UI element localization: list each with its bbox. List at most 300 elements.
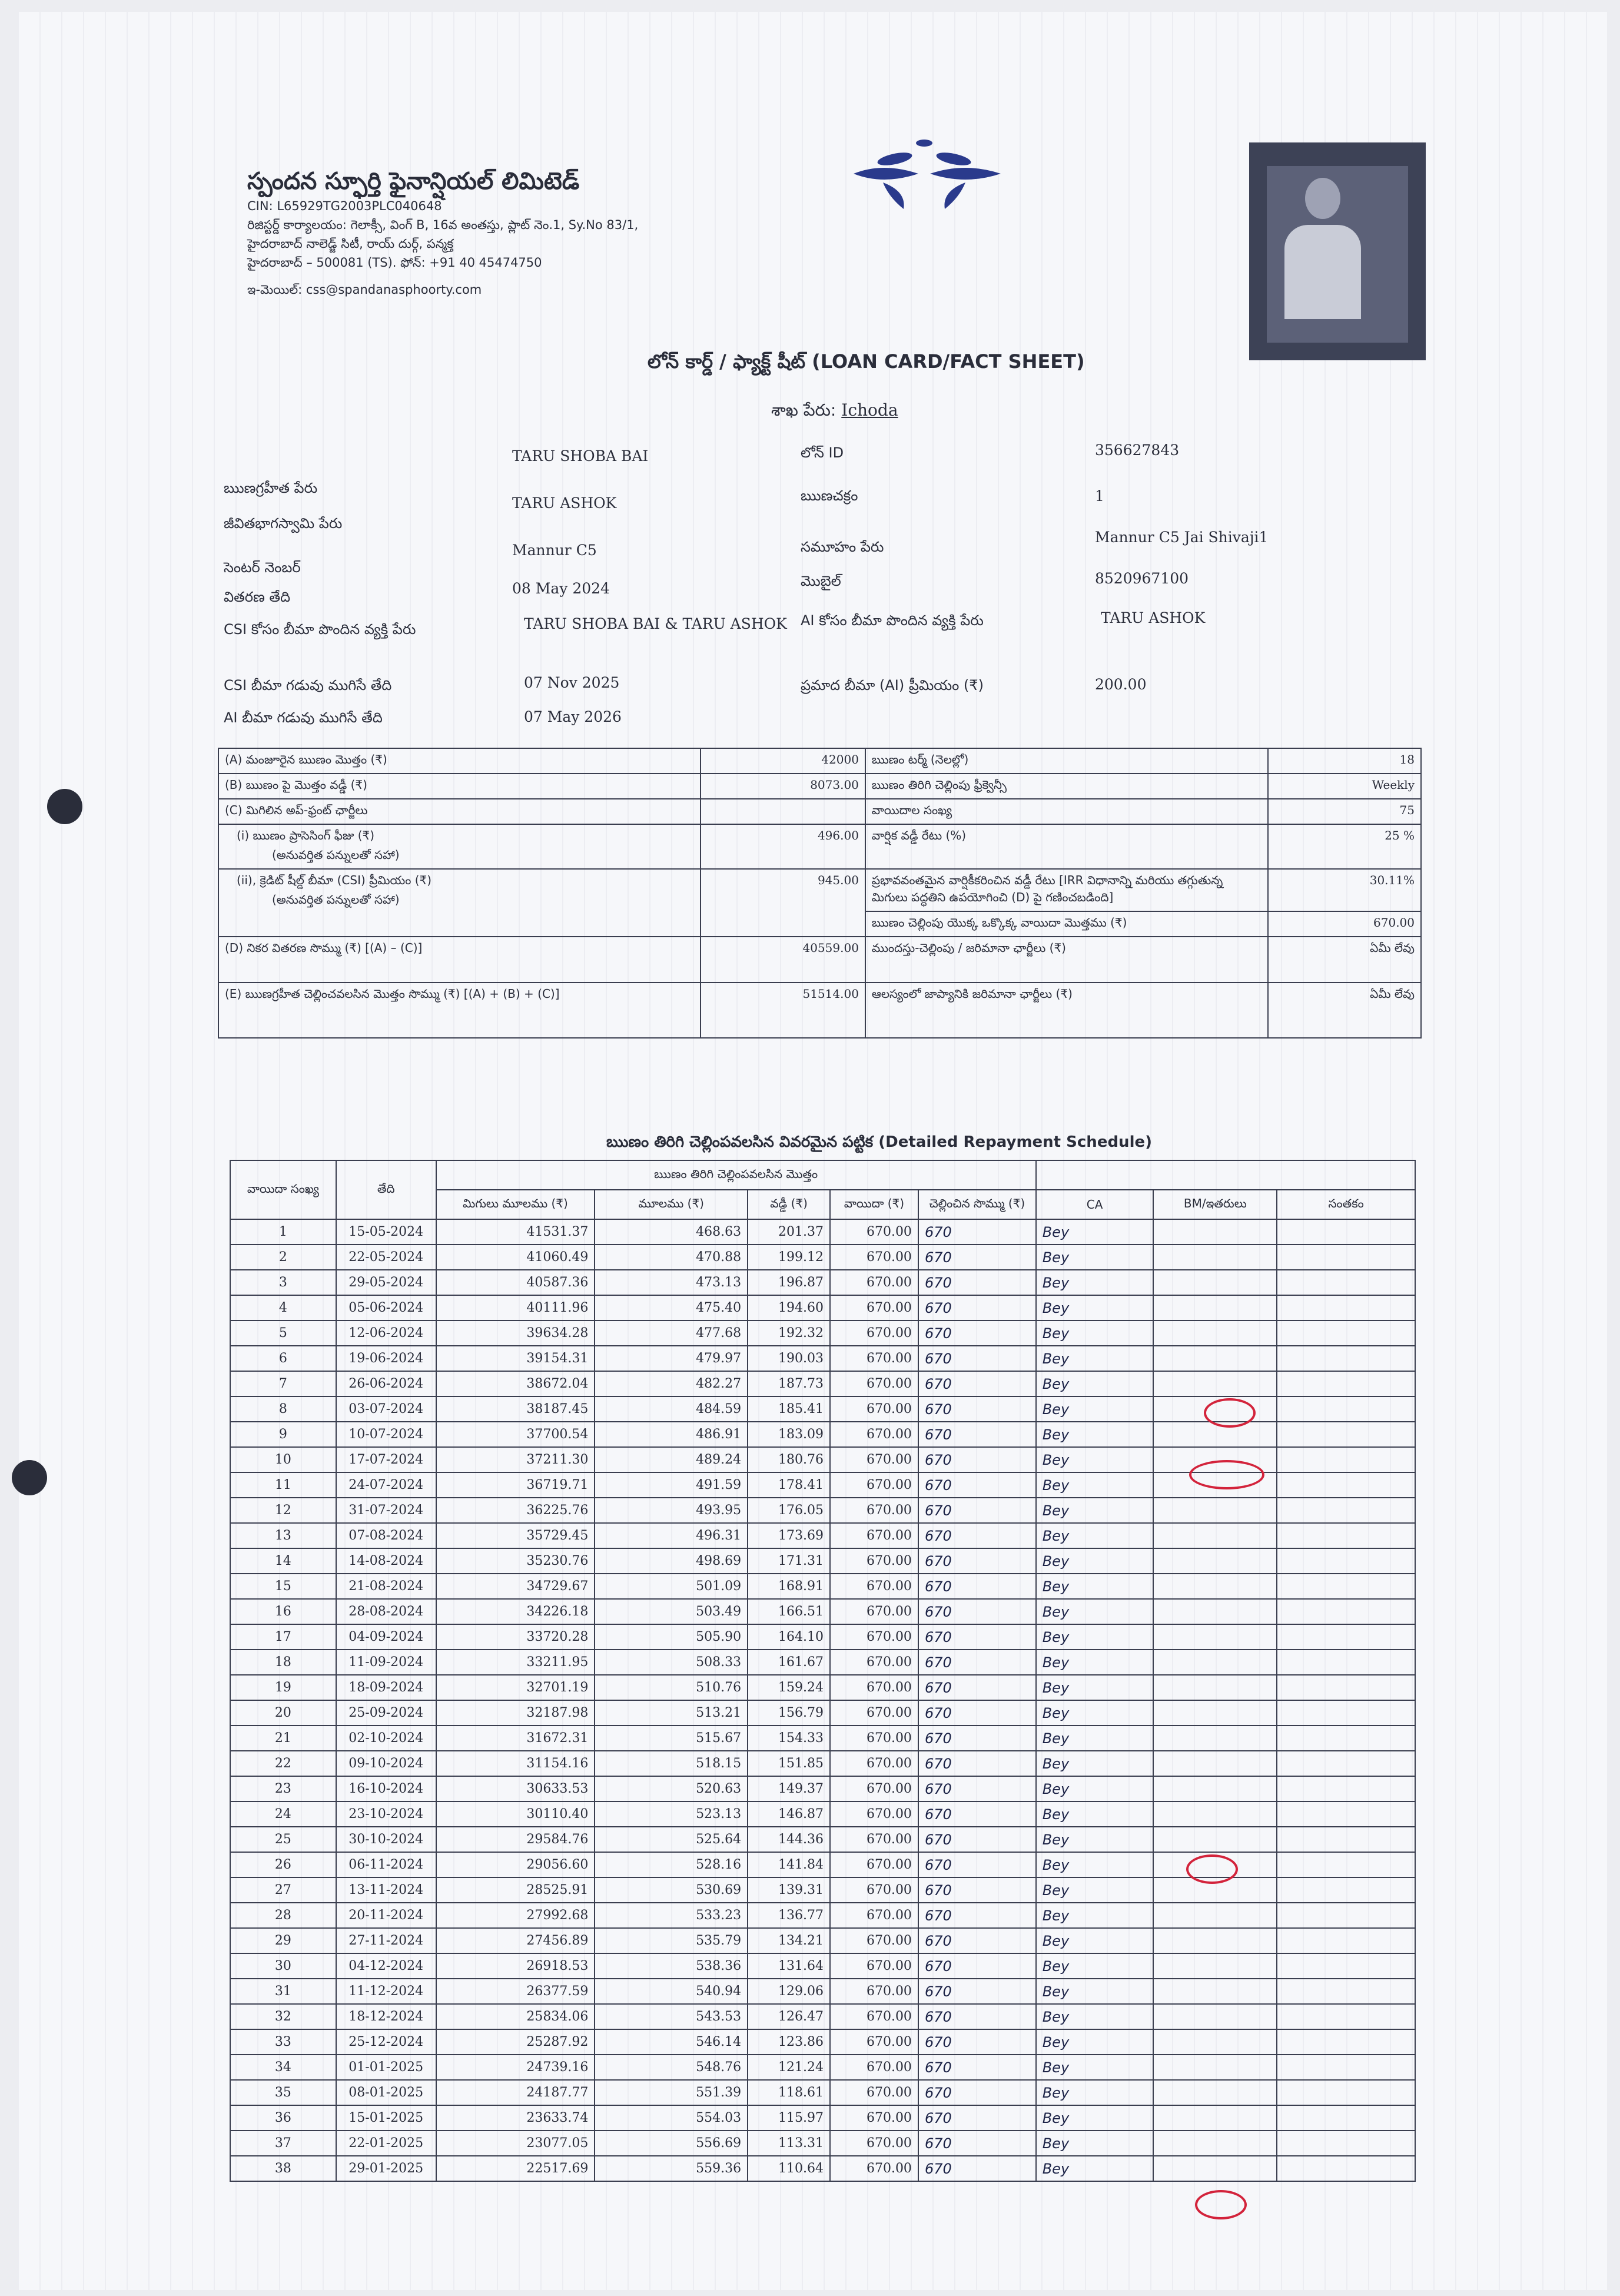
csi-expiry: 07 Nov 2025 xyxy=(524,674,620,691)
principal-cell: 501.09 xyxy=(595,1574,748,1599)
principal-cell: 508.33 xyxy=(595,1650,748,1675)
inst-no-cell: 16 xyxy=(230,1599,336,1624)
summary-label: వార్షిక వడ్డీ రేటు (%) xyxy=(865,824,1268,869)
csi-insured-name: TARU SHOBA BAI & TARU ASHOK xyxy=(524,615,787,632)
date-cell: 18-12-2024 xyxy=(336,2004,436,2029)
remarks-cell xyxy=(1277,1827,1415,1852)
interest-cell: 196.87 xyxy=(748,1270,830,1295)
table-row xyxy=(230,2131,1415,2156)
center-number: Mannur C5 xyxy=(512,542,597,559)
emi-cell: 670.00 xyxy=(830,2105,918,2131)
table-row xyxy=(230,1953,1415,1979)
principal-cell: 470.88 xyxy=(595,1245,748,1270)
field-label: AI కోసం బీమా పొందిన వ్యక్తి పేరు xyxy=(801,612,984,629)
interest-cell: 166.51 xyxy=(748,1599,830,1624)
table-row xyxy=(230,2004,1415,2029)
emi-cell: 670.00 xyxy=(830,1245,918,1270)
ca-sign-cell: Bey xyxy=(1036,1776,1154,1801)
outstanding-cell: 30633.53 xyxy=(436,1776,595,1801)
date-cell: 20-11-2024 xyxy=(336,1903,436,1928)
ca-sign-cell: Bey xyxy=(1036,1295,1154,1320)
bm-cell xyxy=(1153,1903,1277,1928)
red-ink-circle xyxy=(1189,1460,1264,1489)
table-row xyxy=(230,1219,1415,1245)
inst-no-cell: 28 xyxy=(230,1903,336,1928)
outstanding-cell: 26377.59 xyxy=(436,1979,595,2004)
bm-cell xyxy=(1153,2004,1277,2029)
principal-cell: 523.13 xyxy=(595,1801,748,1827)
remarks-cell xyxy=(1277,1726,1415,1751)
bm-cell xyxy=(1153,2080,1277,2105)
outstanding-cell: 39634.28 xyxy=(436,1320,595,1346)
inst-no-cell: 12 xyxy=(230,1498,336,1523)
remarks-cell xyxy=(1277,2004,1415,2029)
summary-label: ఆలస్యంలో జాప్యానికి జరిమానా ఛార్జీలు (₹) xyxy=(865,983,1268,1038)
table-row xyxy=(230,1371,1415,1396)
table-row xyxy=(230,2055,1415,2080)
outstanding-cell: 24187.77 xyxy=(436,2080,595,2105)
interest-cell: 156.79 xyxy=(748,1700,830,1726)
company-cin: CIN: L65929TG2003PLC040648 xyxy=(247,199,442,213)
remarks-cell xyxy=(1277,1270,1415,1295)
remarks-cell xyxy=(1277,1624,1415,1650)
principal-cell: 538.36 xyxy=(595,1953,748,1979)
emi-cell: 670.00 xyxy=(830,1979,918,2004)
interest-cell: 183.09 xyxy=(748,1422,830,1447)
remarks-cell xyxy=(1277,2131,1415,2156)
remarks-cell xyxy=(1277,1346,1415,1371)
remarks-cell xyxy=(1277,1498,1415,1523)
installment-count: 75 xyxy=(1268,799,1421,824)
interest-cell: 190.03 xyxy=(748,1346,830,1371)
interest-cell: 201.37 xyxy=(748,1219,830,1245)
interest-cell: 151.85 xyxy=(748,1751,830,1776)
outstanding-cell: 31672.31 xyxy=(436,1726,595,1751)
principal-cell: 491.59 xyxy=(595,1472,748,1498)
table-row xyxy=(230,1751,1415,1776)
col-header: మిగులు మూలము (₹) xyxy=(436,1190,595,1219)
inst-no-cell: 32 xyxy=(230,2004,336,2029)
emi-cell: 670.00 xyxy=(830,1801,918,1827)
table-row xyxy=(230,2029,1415,2055)
outstanding-cell: 34729.67 xyxy=(436,1574,595,1599)
table-row xyxy=(230,1245,1415,1270)
table-row xyxy=(230,2080,1415,2105)
summary-label: (D) నికర వితరణ సొమ్ము (₹) [(A) – (C)] xyxy=(218,937,701,983)
ca-sign-cell: Bey xyxy=(1036,2105,1154,2131)
table-row xyxy=(230,1498,1415,1523)
emi-cell: 670.00 xyxy=(830,2055,918,2080)
table-row xyxy=(230,1548,1415,1574)
paid-cell: 670 xyxy=(918,1852,1036,1877)
interest-cell: 161.67 xyxy=(748,1650,830,1675)
col-header: సంతకం xyxy=(1277,1190,1415,1219)
interest-cell: 187.73 xyxy=(748,1371,830,1396)
emi-cell: 670.00 xyxy=(830,1320,918,1346)
field-label: వితరణ తేది xyxy=(224,589,291,605)
inst-no-cell: 33 xyxy=(230,2029,336,2055)
date-cell: 04-12-2024 xyxy=(336,1953,436,1979)
punch-hole xyxy=(12,1460,47,1495)
loan-id: 356627843 xyxy=(1095,442,1180,459)
remarks-cell xyxy=(1277,1877,1415,1903)
paid-cell: 670 xyxy=(918,1422,1036,1447)
emi-cell: 670.00 xyxy=(830,1371,918,1396)
interest-cell: 115.97 xyxy=(748,2105,830,2131)
principal-cell: 493.95 xyxy=(595,1498,748,1523)
inst-no-cell: 17 xyxy=(230,1624,336,1650)
inst-no-cell: 14 xyxy=(230,1548,336,1574)
spouse-name: TARU ASHOK xyxy=(512,495,617,512)
principal-cell: 484.59 xyxy=(595,1396,748,1422)
emi-cell: 670.00 xyxy=(830,1574,918,1599)
ca-sign-cell: Bey xyxy=(1036,1548,1154,1574)
ca-sign-cell: Bey xyxy=(1036,1852,1154,1877)
table-row xyxy=(230,1624,1415,1650)
principal-cell: 510.76 xyxy=(595,1675,748,1700)
interest-cell: 185.41 xyxy=(748,1396,830,1422)
bm-cell xyxy=(1153,1523,1277,1548)
inst-no-cell: 36 xyxy=(230,2105,336,2131)
date-cell: 18-09-2024 xyxy=(336,1675,436,1700)
bm-cell xyxy=(1153,1726,1277,1751)
principal-cell: 498.69 xyxy=(595,1548,748,1574)
bm-cell xyxy=(1153,1979,1277,2004)
date-cell: 25-12-2024 xyxy=(336,2029,436,2055)
branch-label: శాఖ పేరు: xyxy=(771,400,836,420)
inst-no-cell: 13 xyxy=(230,1523,336,1548)
loan-cycle: 1 xyxy=(1095,487,1104,505)
emi-cell: 670.00 xyxy=(830,1852,918,1877)
inst-no-cell: 4 xyxy=(230,1295,336,1320)
paid-cell: 670 xyxy=(918,1548,1036,1574)
field-label: CSI కోసం బీమా పొందిన వ్యక్తి పేరు xyxy=(224,621,416,638)
date-cell: 02-10-2024 xyxy=(336,1726,436,1751)
summary-label: (ii), క్రెడిట్ షీల్డ్ బీమా (CSI) ప్రీమియం (₹) xyxy=(237,873,432,887)
table-row xyxy=(230,1877,1415,1903)
remarks-cell xyxy=(1277,1801,1415,1827)
remarks-cell xyxy=(1277,1751,1415,1776)
summary-label: ముందస్తు-చెల్లింపు / జరిమానా ఛార్జీలు (₹) xyxy=(865,937,1268,983)
inst-no-cell: 23 xyxy=(230,1776,336,1801)
inst-no-cell: 3 xyxy=(230,1270,336,1295)
outstanding-cell: 37211.30 xyxy=(436,1447,595,1472)
emi-cell: 670.00 xyxy=(830,1523,918,1548)
bm-cell xyxy=(1153,1801,1277,1827)
remarks-cell xyxy=(1277,1700,1415,1726)
bm-cell xyxy=(1153,1548,1277,1574)
ca-sign-cell: Bey xyxy=(1036,1700,1154,1726)
inst-no-cell: 1 xyxy=(230,1219,336,1245)
outstanding-cell: 23077.05 xyxy=(436,2131,595,2156)
ca-sign-cell: Bey xyxy=(1036,1650,1154,1675)
date-cell: 05-06-2024 xyxy=(336,1295,436,1320)
bm-cell xyxy=(1153,2029,1277,2055)
borrower-name: TARU SHOBA BAI xyxy=(512,447,649,464)
remarks-cell xyxy=(1277,1548,1415,1574)
principal-cell: 515.67 xyxy=(595,1726,748,1751)
ca-sign-cell: Bey xyxy=(1036,1827,1154,1852)
paid-cell: 670 xyxy=(918,2055,1036,2080)
interest-cell: 194.60 xyxy=(748,1295,830,1320)
emi-cell: 670.00 xyxy=(830,1700,918,1726)
inst-no-cell: 24 xyxy=(230,1801,336,1827)
interest-cell: 131.64 xyxy=(748,1953,830,1979)
paid-cell: 670 xyxy=(918,2131,1036,2156)
paid-cell: 670 xyxy=(918,1650,1036,1675)
table-row xyxy=(230,1852,1415,1877)
date-cell: 27-11-2024 xyxy=(336,1928,436,1953)
table-row xyxy=(230,1903,1415,1928)
outstanding-cell: 36225.76 xyxy=(436,1498,595,1523)
principal-cell: 543.53 xyxy=(595,2004,748,2029)
inst-no-cell: 18 xyxy=(230,1650,336,1675)
principal-cell: 496.31 xyxy=(595,1523,748,1548)
ca-sign-cell: Bey xyxy=(1036,1219,1154,1245)
paid-cell: 670 xyxy=(918,2105,1036,2131)
ca-sign-cell: Bey xyxy=(1036,2080,1154,2105)
principal-cell: 477.68 xyxy=(595,1320,748,1346)
paid-cell: 670 xyxy=(918,2080,1036,2105)
inst-no-cell: 34 xyxy=(230,2055,336,2080)
bm-cell xyxy=(1153,1320,1277,1346)
date-cell: 25-09-2024 xyxy=(336,1700,436,1726)
interest-cell: 149.37 xyxy=(748,1776,830,1801)
outstanding-cell: 38672.04 xyxy=(436,1371,595,1396)
summary-label: (E) ఋణగ్రహీత చెల్లించవలసిన మొత్తం సొమ్ము (₹) [(A) + (B) + (C)] xyxy=(218,983,701,1038)
remarks-cell xyxy=(1277,2055,1415,2080)
paid-cell: 670 xyxy=(918,1498,1036,1523)
inst-no-cell: 9 xyxy=(230,1422,336,1447)
remarks-cell xyxy=(1277,1523,1415,1548)
ai-insured-name: TARU ASHOK xyxy=(1101,609,1206,626)
principal-cell: 503.49 xyxy=(595,1599,748,1624)
remarks-cell xyxy=(1277,1928,1415,1953)
table-row xyxy=(230,1650,1415,1675)
principal-cell: 554.03 xyxy=(595,2105,748,2131)
principal-cell: 518.15 xyxy=(595,1751,748,1776)
table-row xyxy=(230,1295,1415,1320)
summary-cell xyxy=(218,824,701,869)
emi-cell: 670.00 xyxy=(830,2080,918,2105)
summary-label: (B) ఋణం పై మొత్తం వడ్డీ (₹) xyxy=(218,774,701,799)
bm-cell xyxy=(1153,1599,1277,1624)
total-interest: 8073.00 xyxy=(701,774,865,799)
outstanding-cell: 41060.49 xyxy=(436,1245,595,1270)
inst-no-cell: 15 xyxy=(230,1574,336,1599)
paid-cell: 670 xyxy=(918,1574,1036,1599)
remarks-cell xyxy=(1277,1396,1415,1422)
col-header-empty xyxy=(1036,1160,1415,1190)
paid-cell: 670 xyxy=(918,1827,1036,1852)
paid-cell: 670 xyxy=(918,1675,1036,1700)
outstanding-cell: 39154.31 xyxy=(436,1346,595,1371)
remarks-cell xyxy=(1277,1903,1415,1928)
bm-cell xyxy=(1153,1776,1277,1801)
emi-cell: 670.00 xyxy=(830,1827,918,1852)
outstanding-cell: 29056.60 xyxy=(436,1852,595,1877)
interest-cell: 113.31 xyxy=(748,2131,830,2156)
principal-cell: 528.16 xyxy=(595,1852,748,1877)
date-cell: 09-10-2024 xyxy=(336,1751,436,1776)
emi-cell: 670.00 xyxy=(830,1422,918,1447)
paid-cell: 670 xyxy=(918,1700,1036,1726)
col-header: మూలము (₹) xyxy=(595,1190,748,1219)
inst-no-cell: 38 xyxy=(230,2156,336,2181)
inst-no-cell: 10 xyxy=(230,1447,336,1472)
date-cell: 08-01-2025 xyxy=(336,2080,436,2105)
outstanding-cell: 25834.06 xyxy=(436,2004,595,2029)
date-cell: 23-10-2024 xyxy=(336,1801,436,1827)
inst-no-cell: 26 xyxy=(230,1852,336,1877)
ca-sign-cell: Bey xyxy=(1036,1320,1154,1346)
bm-cell xyxy=(1153,1624,1277,1650)
outstanding-cell: 34226.18 xyxy=(436,1599,595,1624)
principal-cell: 468.63 xyxy=(595,1219,748,1245)
loan-tenure: 18 xyxy=(1268,748,1421,774)
ca-sign-cell: Bey xyxy=(1036,1599,1154,1624)
interest-cell: 199.12 xyxy=(748,1245,830,1270)
ca-sign-cell: Bey xyxy=(1036,2029,1154,2055)
summary-sublabel: (అనువర్తిత పన్నులతో సహా) xyxy=(272,892,400,907)
interest-cell: 123.86 xyxy=(748,2029,830,2055)
table-row xyxy=(230,1726,1415,1751)
remarks-cell xyxy=(1277,1295,1415,1320)
summary-label: ప్రభావవంతమైన వార్షికీకరించిన వడ్డీ రేటు [IRR విధానాన్ని మరియు తగ్గుతున్న మిగులు పద్ధతిని ఉపయోగించి (D) పై గణించబడింది] xyxy=(865,869,1268,911)
bm-cell xyxy=(1153,1371,1277,1396)
outstanding-cell: 23633.74 xyxy=(436,2105,595,2131)
table-row xyxy=(230,1801,1415,1827)
field-label: AI బీమా గడువు ముగిసే తేది xyxy=(224,709,383,726)
bm-cell xyxy=(1153,1928,1277,1953)
interest-cell: 171.31 xyxy=(748,1548,830,1574)
table-row xyxy=(230,1700,1415,1726)
outstanding-cell: 33720.28 xyxy=(436,1624,595,1650)
emi-cell: 670.00 xyxy=(830,1447,918,1472)
paid-cell: 670 xyxy=(918,1320,1036,1346)
interest-cell: 118.61 xyxy=(748,2080,830,2105)
principal-cell: 525.64 xyxy=(595,1827,748,1852)
principal-cell: 535.79 xyxy=(595,1928,748,1953)
ca-sign-cell: Bey xyxy=(1036,1447,1154,1472)
ca-sign-cell: Bey xyxy=(1036,1675,1154,1700)
late-charges: ఏమీ లేవు xyxy=(1268,983,1421,1038)
bm-cell xyxy=(1153,1245,1277,1270)
bm-cell xyxy=(1153,1650,1277,1675)
bm-cell xyxy=(1153,1270,1277,1295)
principal-cell: 489.24 xyxy=(595,1447,748,1472)
paid-cell: 670 xyxy=(918,1245,1036,1270)
field-label: ప్రమాద బీమా (AI) ప్రీమియం (₹) xyxy=(801,677,984,694)
table-row xyxy=(230,1574,1415,1599)
col-header: తేది xyxy=(336,1160,436,1219)
col-header: BM/ఇతరులు xyxy=(1153,1190,1277,1219)
paid-cell: 670 xyxy=(918,1726,1036,1751)
red-ink-circle xyxy=(1186,1854,1238,1884)
date-cell: 06-11-2024 xyxy=(336,1852,436,1877)
loan-card-page xyxy=(18,12,1607,2290)
paid-cell: 670 xyxy=(918,1472,1036,1498)
inst-no-cell: 2 xyxy=(230,1245,336,1270)
ca-sign-cell: Bey xyxy=(1036,1523,1154,1548)
paid-cell: 670 xyxy=(918,1903,1036,1928)
table-row xyxy=(230,1979,1415,2004)
paid-cell: 670 xyxy=(918,1953,1036,1979)
group-name: Mannur C5 Jai Shivaji1 xyxy=(1095,529,1269,546)
ca-sign-cell: Bey xyxy=(1036,1270,1154,1295)
interest-cell: 154.33 xyxy=(748,1726,830,1751)
remarks-cell xyxy=(1277,2029,1415,2055)
emi-cell: 670.00 xyxy=(830,1928,918,1953)
date-cell: 04-09-2024 xyxy=(336,1624,436,1650)
emi-cell: 670.00 xyxy=(830,1903,918,1928)
ca-sign-cell: Bey xyxy=(1036,1903,1154,1928)
principal-cell: 486.91 xyxy=(595,1422,748,1447)
date-cell: 24-07-2024 xyxy=(336,1472,436,1498)
emi-cell: 670.00 xyxy=(830,1726,918,1751)
repayment-schedule-table xyxy=(230,1160,1416,2182)
ca-sign-cell: Bey xyxy=(1036,2004,1154,2029)
borrower-photo xyxy=(1249,142,1426,360)
interest-cell: 146.87 xyxy=(748,1801,830,1827)
red-ink-circle xyxy=(1195,2190,1247,2219)
csi-premium: 945.00 xyxy=(701,869,865,937)
outstanding-cell: 35729.45 xyxy=(436,1523,595,1548)
remarks-cell xyxy=(1277,1776,1415,1801)
summary-label: (C) మిగిలిన అప్-ఫ్రంట్ ఛార్జీలు xyxy=(218,799,701,824)
date-cell: 17-07-2024 xyxy=(336,1447,436,1472)
field-label: మొబైల్ xyxy=(801,573,841,589)
interest-cell: 110.64 xyxy=(748,2156,830,2181)
date-cell: 30-10-2024 xyxy=(336,1827,436,1852)
date-cell: 11-12-2024 xyxy=(336,1979,436,2004)
remarks-cell xyxy=(1277,1219,1415,1245)
bm-cell xyxy=(1153,1953,1277,1979)
ca-sign-cell: Bey xyxy=(1036,1422,1154,1447)
page-title: లోన్ కార్డ్ / ఫ్యాక్ట్ షీట్ (LOAN CARD/FACT SHEET) xyxy=(648,350,1085,373)
red-ink-circle xyxy=(1204,1398,1256,1428)
summary-label: (A) మంజూరైన ఋణం మొత్తం (₹) xyxy=(218,748,701,774)
bm-cell xyxy=(1153,1827,1277,1852)
emi-cell: 670.00 xyxy=(830,1219,918,1245)
inst-no-cell: 5 xyxy=(230,1320,336,1346)
date-cell: 31-07-2024 xyxy=(336,1498,436,1523)
emi-cell: 670.00 xyxy=(830,1751,918,1776)
interest-cell: 134.21 xyxy=(748,1928,830,1953)
interest-cell: 126.47 xyxy=(748,2004,830,2029)
field-label: జీవితభాగస్వామి పేరు xyxy=(224,515,343,532)
remarks-cell xyxy=(1277,1979,1415,2004)
bm-cell xyxy=(1153,1422,1277,1447)
net-disbursed: 40559.00 xyxy=(701,937,865,983)
principal-cell: 540.94 xyxy=(595,1979,748,2004)
col-group-header: ఋణం తిరిగి చెల్లింపవలసిన మొత్తం xyxy=(436,1160,1036,1190)
interest-cell: 178.41 xyxy=(748,1472,830,1498)
date-cell: 19-06-2024 xyxy=(336,1346,436,1371)
paid-cell: 670 xyxy=(918,1751,1036,1776)
inst-no-cell: 25 xyxy=(230,1827,336,1852)
paid-cell: 670 xyxy=(918,1928,1036,1953)
bm-cell xyxy=(1153,2156,1277,2181)
schedule-title: ఋణం తిరిగి చెల్లింపవలసిన వివరమైన పట్టిక (Detailed Repayment Schedule) xyxy=(606,1133,1152,1151)
field-label: సమూహం పేరు xyxy=(801,539,884,555)
remarks-cell xyxy=(1277,1472,1415,1498)
date-cell: 21-08-2024 xyxy=(336,1574,436,1599)
interest-cell: 121.24 xyxy=(748,2055,830,2080)
outstanding-cell: 29584.76 xyxy=(436,1827,595,1852)
paid-cell: 670 xyxy=(918,1979,1036,2004)
paid-cell: 670 xyxy=(918,1599,1036,1624)
